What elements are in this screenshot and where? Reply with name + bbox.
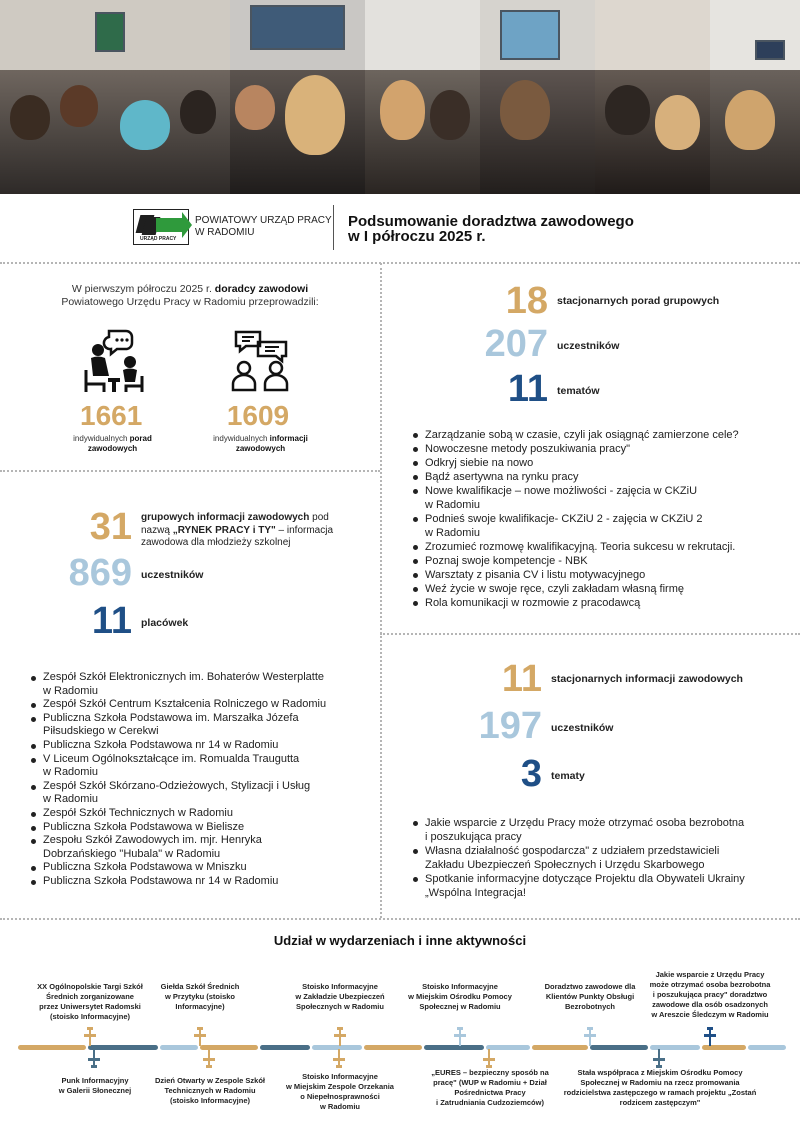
event-photo-1 [0,0,230,194]
group-info-label-name: „RYNEK PRACY i TY" [172,524,276,536]
list-item: Rola komunikacji w rozmowie z pracodawcą [410,596,790,610]
list-item: Poznaj swoje kompetencje - NBK [410,554,790,568]
intro-bold: doradcy zawodowi [214,283,309,295]
information-icon [230,328,292,392]
list-item: Własna działalność gospodarcza" z udziałem przedstawicieli [410,844,795,858]
list-item: Zarządzanie sobą w czasie, czyli jak osiągnąć zamierzone cele? [410,428,790,442]
list-item-continuation [410,526,790,540]
timeline-event-bottom [415,1068,565,1108]
timeline-event-bottom [555,1068,765,1108]
timeline-marker-icon [193,1025,207,1047]
list-item: Jakie wsparcie z Urzędu Pracy może otrzymać osoba bezrobotna [410,816,795,830]
list-item-continuation [28,793,373,807]
individual-advice-number: 1661 [80,400,143,431]
divider-vertical [380,263,382,918]
individual-info-caption [198,434,323,454]
divider-bottom [0,918,800,920]
timeline-event-line: zawodowe dla osób osadzonych [652,1000,768,1009]
list-item: Bądź asertywna na rynku pracy [410,470,790,484]
group-info-count-label [141,512,371,550]
timeline-event-line: Punk Informacyjny [61,1076,129,1085]
timeline-event-top [525,982,655,1012]
list-item: Publiczna Szkoła Podstawowa w Mniszku [28,861,373,875]
timeline-event-line: Giełda Szkół Średnich [160,982,240,991]
stationary-info-topics: 3 [520,753,542,795]
title-line2: w I półroczu 2025 r. [348,228,486,245]
list-item: Zespół Szkół Elektronicznych im. Bohaterów Westerplatte [28,671,373,685]
timeline-marker-icon [333,1048,347,1070]
group-info-participants-label: uczestników [141,569,204,581]
timeline-event-line: „EURES – bezpieczny sposób na [431,1068,549,1077]
timeline-event-line: Doradztwo zawodowe dla [544,982,636,991]
timeline-segment [260,1045,310,1050]
stationary-info-topics-label: tematy [551,770,585,782]
event-photo-4 [480,0,595,194]
timeline-event-line: Stoisko Informacyjne [422,982,498,991]
list-item-continuation-text: w Radomiu [425,499,481,511]
list-item: Zespołu Szkół Zawodowych im. mjr. Henryka [28,834,373,848]
list-item: Publiczna Szkoła Podstawowa nr 14 w Radomiu [28,875,373,889]
list-item-continuation [410,886,795,900]
list-item: Odkryj siebie na nowo [410,456,790,470]
stationary-info-participants-label: uczestników [551,722,614,734]
timeline-event-line: w Miejskim Ośrodku Pomocy [408,992,512,1001]
timeline-event-line: przez Uniwersytet Radomski [39,1002,141,1011]
caption-bold: zawodowych [87,444,138,453]
group-advice-topics-label: tematów [557,385,600,397]
timeline-event-line: (stoisko Informacyjne) [49,1012,131,1021]
group-info-count: 31 [89,506,132,548]
timeline-event-line: w Radomiu [319,1102,360,1111]
timeline-event-line: i Zatrudniania Cudzoziemców) [436,1098,544,1107]
divider-top [0,262,800,264]
timeline-event-line: Stała współpraca z Miejskim Ośrodku Pomocy [577,1068,743,1077]
list-item-continuation-text: Dobrzańskiego "Hubala" w Radomiu [43,847,221,860]
timeline-event-line: może otrzymać osoba bezrobotna [649,980,771,989]
timeline-segment [748,1045,786,1050]
list-item: Publiczna Szkoła Podstawowa w Bielisze [28,821,373,835]
group-advice-count-label: stacjonarnych porad grupowych [557,295,720,307]
timeline-event-line: Pośrednictwa Pracy [454,1088,526,1097]
timeline-event-line: Stoisko Informacyjne [302,982,378,991]
photo-strip [0,0,800,194]
group-info-institutions-label: placówek [141,617,189,629]
group-advice-topic-list [410,428,790,610]
list-item-continuation-text: Piłsudskiego w Cerekwi [43,725,159,738]
timeline-event-line: XX Ogólnopolskie Targi Szkół [37,982,143,991]
event-photo-6 [710,0,800,194]
list-item-continuation [28,725,373,739]
timeline-event-top [640,970,780,1020]
stationary-info-count-label: stacjonarnych informacji zawodowych [551,673,743,685]
timeline-marker-icon [83,1025,97,1047]
timeline-event-line: Dzień Otwarty w Zespole Szkół [154,1076,266,1085]
divider-left-middle [0,470,380,472]
timeline-event-line: Społecznej w Radomiu na rzecz promowania [580,1078,740,1087]
timeline-segment [532,1045,588,1050]
list-item-continuation-text: w Radomiu [43,766,99,779]
list-item: Nowe kwalifikacje – nowe możliwości - zajęcia w CKZiU [410,484,790,498]
list-item-continuation [410,830,795,844]
group-info-label-line3: zawodowa dla młodzieży szkolnej [141,537,291,548]
timeline-event-bottom [30,1076,160,1096]
header-divider [333,205,334,250]
timeline-event-line: pracę" (WUP w Radomiu + Dział [433,1078,547,1087]
list-item: Publiczna Szkoła Podstawowa nr 14 w Radomiu [28,739,373,753]
list-item: Zespół Szkół Technicznych w Radomiu [28,807,373,821]
caption-prefix: indywidualnych [73,434,130,443]
timeline-event-top [395,982,525,1012]
list-item: Warsztaty z pisania CV i listu motywacyjnego [410,568,790,582]
timeline-marker-icon [583,1025,597,1047]
timeline-event-line: Stoisko Informacyjne [302,1072,378,1081]
timeline-event-line: rodzicem zastępczym" [619,1098,701,1107]
timeline-event-line: Technicznych w Radomiu [164,1086,256,1095]
group-info-institutions: 11 [91,600,132,642]
group-info-label-rest: pod [309,512,329,523]
stationary-info-topic-list [410,816,795,900]
timeline-event-line: w Zakładzie Ubezpieczeń [295,992,385,1001]
list-item-continuation [28,685,373,699]
list-item-continuation-text: „Wspólna Integracja! [425,887,526,899]
group-info-label-bold: grupowych informacji zawodowych [141,512,310,523]
list-item: Nowoczesne metody poszukiwania pracy" [410,442,790,456]
counseling-icon [82,328,146,394]
timeline-segment [18,1045,86,1050]
timeline-marker-icon [203,1048,217,1070]
title-line1: Podsumowanie doradztwa zawodowego [348,213,634,230]
timeline-event-line: Średnich zorganizowane [46,992,134,1001]
pup-logo [133,209,189,245]
timeline-event-line: (stoisko Informacyjne) [169,1096,251,1105]
timeline-event-line: o Niepełnosprawności [300,1092,380,1101]
timeline-marker-icon [333,1025,347,1047]
timeline-segment [364,1045,422,1050]
intro-part2: Powiatowego Urzędu Pracy w Radomiu przeprowadzili: [61,296,319,308]
timeline-marker-icon [88,1048,102,1070]
caption-prefix: indywidualnych [213,434,270,443]
timeline-event-line: Społecznej w Radomiu [419,1002,501,1011]
list-item-continuation-text: i poszukująca pracy [425,831,522,843]
list-item: Zespół Szkół Skórzano-Odzieżowych, Stylizacji i Usług [28,780,373,794]
group-advice-count: 18 [505,280,548,322]
list-item-continuation-text: w Radomiu [43,793,99,806]
timeline-event-line: w Miejskim Zespole Orzekania [286,1082,394,1091]
caption-bold: zawodowych [235,444,286,453]
events-section-title: Udział w wydarzeniach i inne aktywności [273,933,527,948]
logo-tag: URZĄD PRACY [140,236,177,242]
group-advice-participants: 207 [484,323,548,365]
timeline-event-line: Społecznych w Radomiu [296,1002,384,1011]
timeline-marker-icon [483,1048,497,1070]
stationary-info-count: 11 [501,658,542,700]
timeline-segment [590,1045,648,1050]
divider-right-middle [380,633,800,635]
list-item: Podnieś swoje kwalifikacje- CKZiU 2 - zajęcia w CKZiU 2 [410,512,790,526]
event-photo-2 [230,0,365,194]
caption-bold: informacji [269,434,308,443]
timeline-event-line: w Przytyku (stoisko [164,992,236,1001]
list-item: Zespół Szkół Centrum Kształcenia Rolniczego w Radomiu [28,698,373,712]
list-item-continuation [410,858,795,872]
list-item: Zrozumieć rozmowę kwalifikacyjną. Teoria sukcesu w rekrutacji. [410,540,790,554]
page-title [348,214,634,244]
timeline-event-line: rodzicielstwa zastępczego w ramach projektu „Zostań [563,1088,757,1097]
timeline-event-line: w Areszcie Śledczym w Radomiu [651,1010,769,1019]
intro-text [40,283,340,309]
group-advice-participants-label: uczestników [557,340,620,352]
org-name-line1: POWIATOWY URZĄD PRACY [195,215,332,226]
school-list [28,671,373,889]
list-item: Publiczna Szkoła Podstawowa im. Marszałka Józefa [28,712,373,726]
timeline-event-line: w Galerii Słonecznej [58,1086,132,1095]
caption-bold: porad [129,434,152,443]
timeline-marker-icon [453,1025,467,1047]
timeline-marker-icon [653,1048,667,1070]
group-advice-topics: 11 [507,368,548,410]
stationary-info-participants: 197 [478,705,542,747]
timeline-event-line: Informacyjne) [175,1002,225,1011]
timeline-event-bottom [145,1076,275,1106]
individual-advice-caption [55,434,170,454]
event-photo-3 [365,0,480,194]
timeline-event-top [135,982,265,1012]
list-item-continuation [28,848,373,862]
individual-info-number: 1609 [226,400,290,431]
group-info-label-rest2: – informacja [275,524,334,536]
list-item-continuation [28,766,373,780]
timeline-event-line: Bezrobotnych [564,1002,615,1011]
intro-part1: W pierwszym półroczu 2025 r. [71,283,215,295]
org-name-line2: W RADOMIU [195,227,255,238]
group-info-participants: 869 [68,552,132,594]
timeline-event-line: Jakie wsparcie z Urzędu Pracy [655,970,765,979]
list-item-continuation [410,498,790,512]
timeline-event-bottom [270,1072,410,1112]
list-item: V Liceum Ogólnokształcące im. Romualda Traugutta [28,753,373,767]
list-item-continuation-text: w Radomiu [43,684,99,697]
list-item-continuation-text: Zakładu Ubezpieczeń Społecznych i Urzędu Skarbowego [425,859,705,871]
list-item-continuation-text: w Radomiu [425,527,481,539]
timeline-event-line: Klientów Punkty Obsługi [545,992,635,1001]
org-name [195,215,332,239]
timeline-event-line: i poszukująca pracy" doradztwo [652,990,768,999]
timeline-marker-icon [703,1025,717,1047]
event-photo-5 [595,0,710,194]
group-info-label-prefix: nazwą [141,524,173,536]
list-item: Weź życie w swoje ręce, czyli zakładam własną firmę [410,582,790,596]
timeline-event-top [275,982,405,1012]
list-item: Spotkanie informacyjne dotyczące Projektu dla Obywateli Ukrainy [410,872,795,886]
